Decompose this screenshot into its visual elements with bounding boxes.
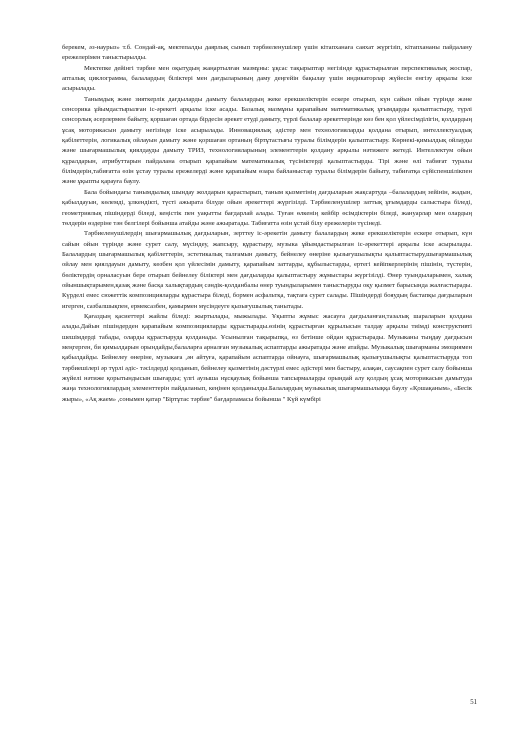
- paragraph-2: Мектепке дейінгі тәрбие мен оқытудың жаңартылған мазмұны: ұқсас тақырыптар негізінде құрастырылған перспективалық жоспар, апталық циклограмма, балалардың біліктері мен дағдыларының даму деңгейін бақылау үшін индикаторлар жүйесін енгізу арқылы іске асырылады.: [62, 64, 472, 93]
- paragraph-6: Қағаздың қасиеттері жайлы біледі: жыртылады, мыжылады. Ұқыпты жұмыс жасауға дағдыланған,тазалық шараларын қолдана алады.Дайын пішіндерден қарапайым композицияларды құрастырады.өзінің құрастырған құрылысын талдау арқылы тиімді конструктивті шешімдерді табады, оларды құрастыруда қолданады. Ұсынылған тақырыпқа, өз бетінше ойдан құрастырады. Музыканы тыңдау дағдысын меңгерген, би қимылдарын орындайды,балаларға арналған музыкалық аспаптарды ажыратады және атайды. Музыкалық шығарманы эмоциямен қабылдайды. Бейнелеу өнеріне, музыкаға ,ән айтуға, қарапайым аспаптарда ойнауға, шығармашылық қызығушылықты қалыптастыруда топ тәрбиешілері әр түрлі әдіс- тәсілдерді қолданып, бейнелеу қызметінің дәстүрлі емес әдістері мен бастыру, алақан, саусақпен сурет салу бойынша жүйелі нәтиже қорытындысын шығарды; үлгі аузыша нұсқаулық бойынша тапсырмаларды орындай алу қолдың ұсақ моторикасын дамытуда жаңа технологиялардың элементтерін пайдаланып, кеңінен қолданылды.Балалардың музыкалық шығармашылыққа баулу «Қошақаным», «Бесік жыры», «Ақ жаем» ,сонымен қатар "Біртұтас тәрбие" бағдарламасы бойынша " Күй күмбірі: [62, 312, 472, 403]
- paragraph-3: Танымдық және зияткерлік дағдыларды дамыту балалардың жеке ерекшеліктерін ескере отырып, күн сайын ойын түрінде және сенсорика ұйымдастырылған іс-әрекеті арқылы іске асады. Базалық мазмұны қарапайым математикалық ұғымдарды қалыптастыру, түрлі сенсорлық әсерлермен байыту, қоршаған ортада бірдесін әрекет етуді дамыту, түрлі балалар әрекеттерінде көз бен қол үйлесімділігін, қолдардың ұсақ моторикасын дамыту негізінде іске асырылады. Инновациялық әдістер мен технологияларды қолдана отырып, интеллектуалдық қабілеттерін, логикалық ойлауын дамыту және қоршаған ортаның біртұтастығы туралы білімдерін қалыптастыру. Көрнекі-қимылдық ойлауды және шығармашылық қиялдауды дамыту ТРИЗ, технологияларының элементтерін қолдану арқылы нәтижеге жетеді. Интеллектум ойын құралдарын, атрибуттарын пайдалана отырып қарапайым математикалық түсініктерді қалыптастырды. Тірі және өлі табиғат туралы білімдерін,табиғатта өзін ұстау туралы ережелерді және қарапайым өзара байланыстар туралы білімдерін байыту, табиғатқа сүйіспеншілікпен және ұқыпты қарауға баулу.: [62, 95, 472, 186]
- paragraph-4: Бала бойындағы танымдылық шындау жолдарын қарастырып, таным қызметінің дағдыларын жақсартуда –балалардың зейінін, жадын, қабылдауын, көлемді, ұлкендікті, түсті ажырата білуде ойын әрекеттері жүргізілді. Тәрбиеленушілер заттық ұғымдарды салыстыра біледі, геометриялық пішіндерді біледі, кеңістік пен уақытты бағдарлай алады. Туған өлкенің кейбір өсімдіктерін біледі, жануарлар мен олардың төлдерін өздеріне тән белгілері бойынша атайды және ажыратады. Табиғатта өзін ұстай білу ережелерін түсінеді.: [62, 188, 472, 227]
- body-text: [62, 43, 472, 405]
- page-number: 51: [470, 699, 477, 706]
- paragraph-1: берекем, әз-наурыз» т.б. Сондай-ақ, мектепалды даярлық сынып тәрбиеленушілер үшін кітапханаға саяхат жүргізіп, кітапхананы пайдалану ережелерімен таныстырылды.: [62, 44, 472, 62]
- paragraph-5: Тәрбиеленушілердің шығармашылық дағдыларын, зерттеу іс-әрекетін дамыту балалардың жеке ерекшеліктерін ескере отырып, күн сайын ойын түрінде және сурет салу, мүсіндеу, жапсыру, құрастыру, музыка ұйымдастырылған іс-әрекеттері арқылы іске асырылады. Балалардың шығармашылық қабілеттерін, эстетикалық талғамын дамыту, бейнелеу өнеріне қызығушылықты қалыптастыру,шығармашылық ойлау мен қиялдауын дамыту, көзбен қол үйлесімін дамыту, қарапайым заттарды, құбылыстарды, ертегі кейіпкерлерінің пішінін, түстерін, бөліктердің орналасуын бере отырып бейнелеу біліктері мен дағдыларды қалыптастыру жұмыстары жүргізілді. Өнер туындыларымен, халық ойыншықтарымен,қазақ және басқа халықтардың сәндік-қолданбалы өнер туындыларымен таныстыруды оқу қызмет барысында жалғастырады. Күрделі емес сюжеттік композицияларды құрастыра біледі, бормен асфальтқа, тақтаға сурет салады. Пішіндерді бояудың бастапқы дағдыларын игерген, сазбалшықпен, ермексазбен, қамырмен мүсіндеуге қызығушылық танытады.: [62, 230, 472, 310]
